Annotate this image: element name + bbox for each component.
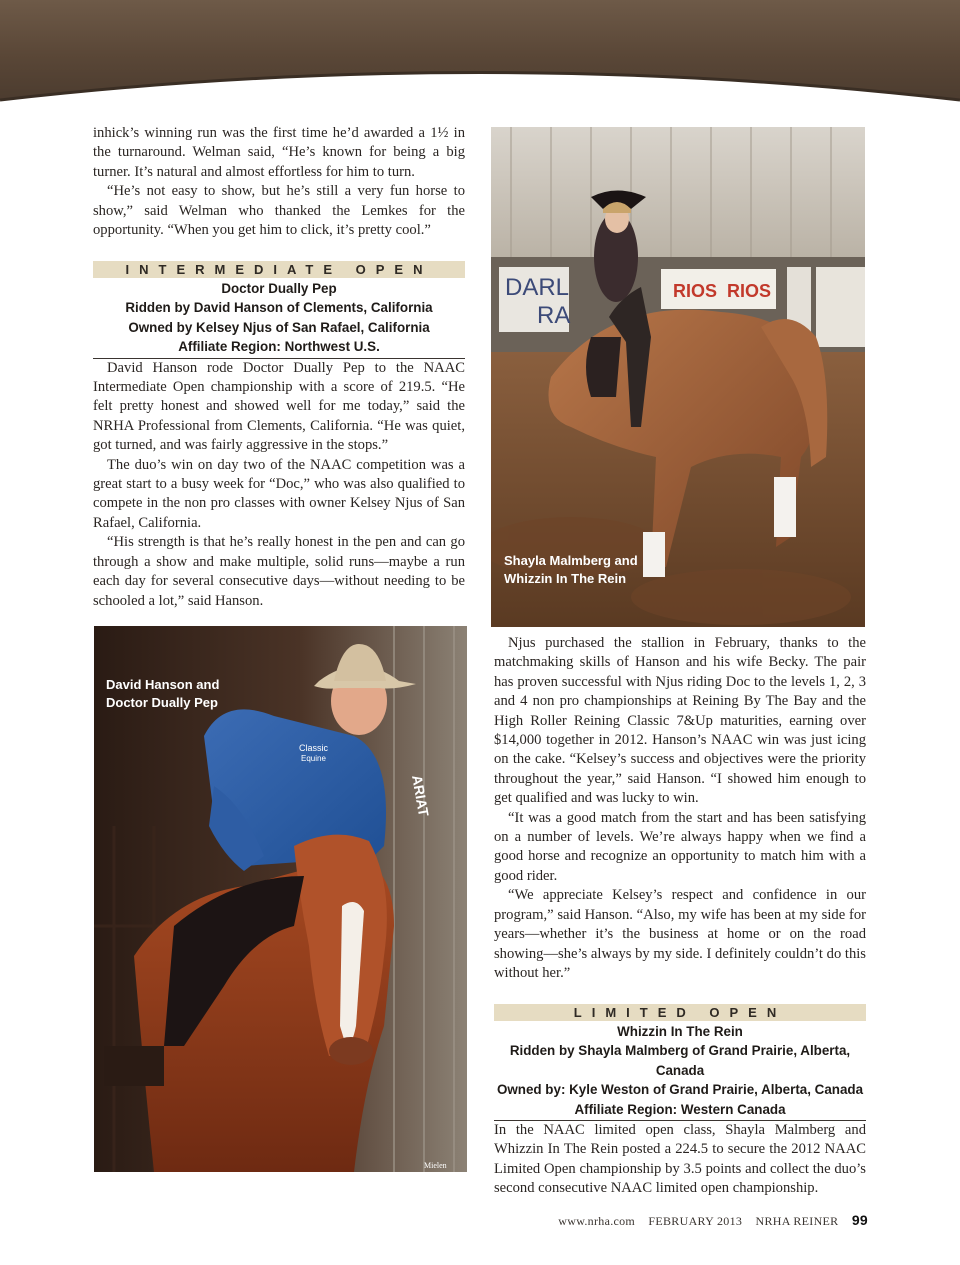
footer-url[interactable]: www.nrha.com: [558, 1214, 636, 1228]
award-details: [494, 1021, 866, 1121]
article-paragraph: In the NAAC limited open class, Shayla Malmberg and Whizzin In The Rein posted a 224.5 to secure the 2012 NAAC Limited Open championship by 3.5 points and collect the duo’s second consecutive NAAC limited open championship.: [494, 1122, 866, 1197]
page-number: 99: [851, 1212, 868, 1228]
article-paragraph: The duo’s win on day two of the NAAC competition was a great start to a busy week for “Doc,” who was also qualified to compete in the non pro classes with owner Kelsey Njus of San Rafael, California.: [93, 456, 465, 531]
article-paragraph: David Hanson rode Doctor Dually Pep to the NAAC Intermediate Open championship with a score of 219.5. “He felt pretty honest and showed well for me today,” said the NRHA Professional from Clements, California. “He was quiet, got turned, and was fairly aggressive in the stops.”: [93, 359, 465, 454]
owner-line: Owned by: Kyle Weston of Grand Prairie, Alberta, Canada: [496, 1082, 864, 1098]
photo-credit: Mielen: [424, 1161, 447, 1170]
footer-magazine: NRHA REINER: [755, 1214, 839, 1228]
horse-name: Doctor Dually Pep: [221, 281, 337, 296]
article-paragraph: inhick’s winning run was the first time he’d awarded a 1½ in the turnaround. Welman said, “He’s known for being a big turner. It’s natural and almost effortless for him to turn.: [93, 125, 465, 180]
header-curve: [0, 60, 960, 120]
article-paragraph: “His strength is that he’s really honest in the pen and can go through a show and make multiple, solid runs—maybe a run each day for several consecutive days—without needing to be schooled a lot,” said Hanson.: [93, 534, 465, 609]
rider-line: Ridden by David Hanson of Clements, California: [125, 300, 433, 316]
right-mid-article: [494, 634, 866, 983]
shirt-logo-text: ARIAT: [409, 773, 433, 818]
article-paragraph: “We appreciate Kelsey’s respect and confidence in our program,” said Hanson. “Also, my wife has been at my side for years—whether it’s the business at home or on the road showing—she’s always by my side. I definitely couldn’t do this without her.”: [494, 887, 866, 981]
owner-line: Owned by Kelsey Njus of San Rafael, California: [128, 319, 430, 335]
shirt-logo-text: Classic: [299, 743, 329, 753]
caption-line: Doctor Dually Pep: [106, 695, 218, 710]
affiliate-line: Affiliate Region: Northwest U.S.: [178, 339, 380, 355]
article-paragraph: Njus purchased the stallion in February, thanks to the matchmaking skills of Hanson and his wife Becky. The pair has proven successful with Njus riding Doc to the levels 1, 2, 3 and 4 non pro championships at Reining By The Bay and the High Roller Reining Classic 7&Up maturities, earning over $14,000 together in 2012. Hanson’s NAAC win was just icing on the cake. “Kelsey’s success and objectives were the priority throughout the year,” said Hanson. “I showed him enough to get qualified and was lucky to win.: [494, 635, 866, 807]
caption-line: David Hanson and: [106, 677, 220, 692]
intermediate-open-section: [93, 261, 465, 611]
award-details: [93, 278, 465, 359]
caption-line: Whizzin In The Rein: [504, 571, 627, 586]
footer-issue: FEBRUARY 2013: [648, 1214, 743, 1228]
photo-david-hanson: [94, 626, 467, 1172]
page-footer: [548, 1212, 868, 1229]
rider-line: Ridden by Shayla Malmberg of Grand Prairie, Alberta, Canada: [509, 1043, 851, 1078]
affiliate-line: Affiliate Region: Western Canada: [574, 1101, 786, 1117]
photo-caption: [106, 676, 219, 712]
left-top-article: [93, 124, 465, 240]
article-paragraph: “He’s not easy to show, but he’s still a very fun horse to show,” said Welman who thanked the Lemkes for the opportunity. “When you get him to click, it’s pretty cool.”: [93, 183, 465, 239]
photo-caption: [504, 552, 638, 588]
limited-open-section: [494, 1004, 866, 1199]
section-heading: LIMITED OPEN: [494, 1004, 866, 1021]
horse-name: Whizzin In The Rein: [617, 1024, 743, 1039]
section-heading: INTERMEDIATE OPEN: [93, 261, 465, 278]
banner-text: RIOS: [673, 281, 718, 301]
photo-shayla-malmberg: [491, 127, 865, 627]
shirt-logo-text: Equine: [301, 754, 326, 763]
caption-line: Shayla Malmberg and: [504, 553, 638, 568]
banner-text: RIOS: [727, 281, 772, 301]
article-paragraph: “It was a good match from the start and has been satisfying on a number of levels. We’re always happy when we find a good horse and recognize an opportunity to match him with a good rider.: [494, 809, 866, 884]
banner-text: RA: [537, 302, 571, 329]
banner-text: DARL: [505, 274, 570, 301]
